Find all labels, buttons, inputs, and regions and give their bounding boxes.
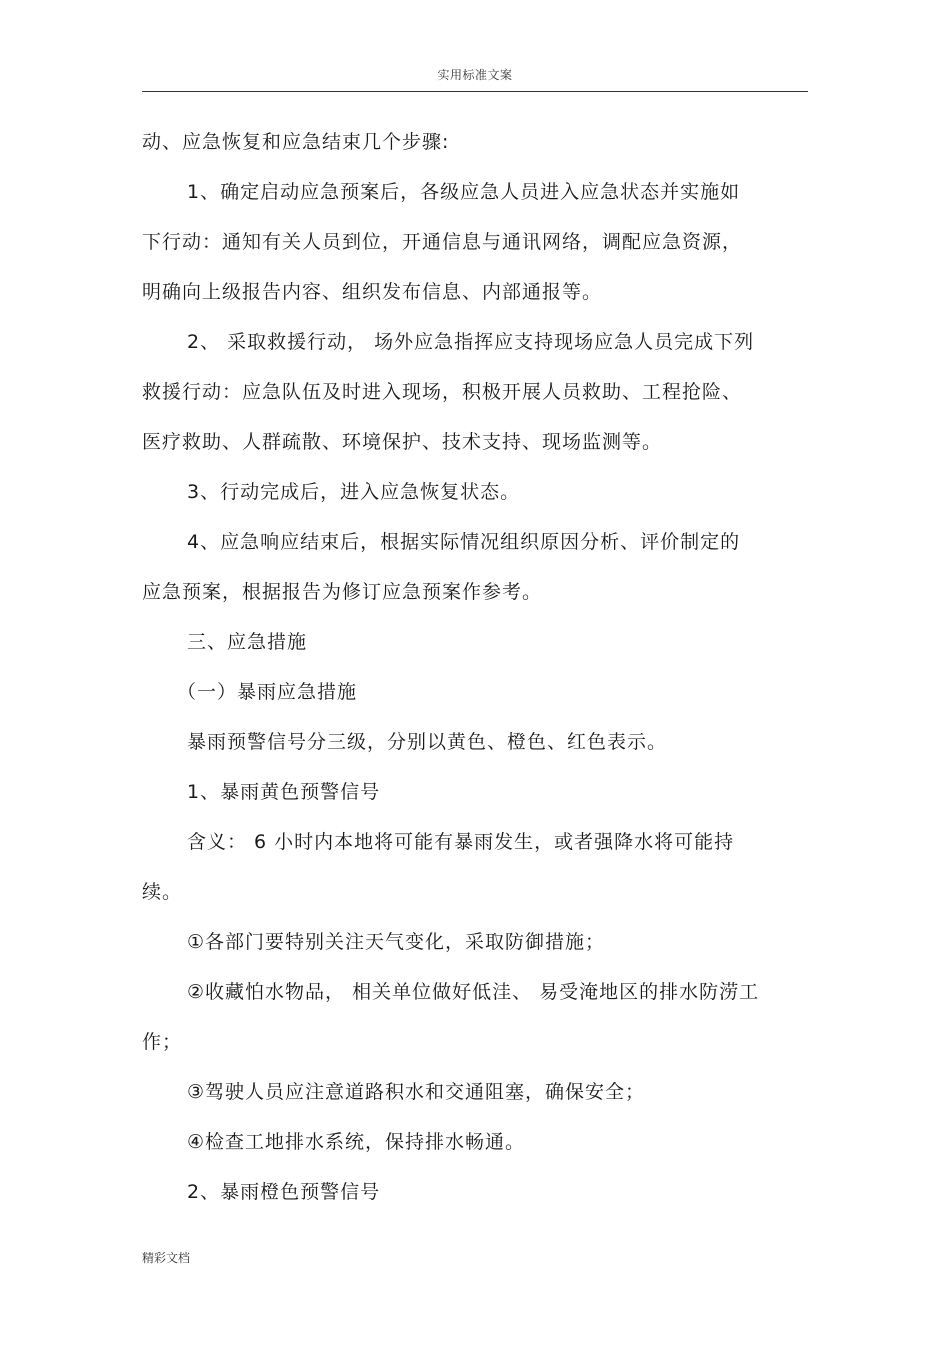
page-footer: 精彩文档 bbox=[142, 1251, 191, 1265]
list-item: ③驾驶人员应注意道路积水和交通阻塞，确保安全； bbox=[187, 1081, 646, 1103]
text-line: 救援行动：应急队伍及时进入现场，积极开展人员救助、工程抢险、 bbox=[142, 381, 743, 403]
text-line: 4、应急响应结束后，根据实际情况组织原因分析、评价制定的 bbox=[187, 531, 741, 553]
document-body bbox=[142, 128, 808, 1228]
text-line: 2、 采取救援行动， 场外应急指挥应支持现场应急人员完成下列 bbox=[187, 331, 755, 353]
item-heading: 2、暴雨橙色预警信号 bbox=[187, 1181, 381, 1203]
text-line: 应急预案，根据报告为修订应急预案作参考。 bbox=[142, 581, 543, 603]
subsection-heading: （一）暴雨应急措施 bbox=[177, 681, 358, 703]
text-line: 1、确定启动应急预案后，各级应急人员进入应急状态并实施如 bbox=[187, 181, 741, 203]
text-line: 明确向上级报告内容、组织发布信息、内部通报等。 bbox=[142, 281, 603, 303]
text-line: 暴雨预警信号分三级，分别以黄色、橙色、红色表示。 bbox=[187, 731, 668, 753]
page-header: 实用标准文案 bbox=[437, 68, 513, 82]
text-line: 下行动：通知有关人员到位，开通信息与通讯网络，调配应急资源， bbox=[142, 231, 743, 253]
section-heading: 三、应急措施 bbox=[187, 631, 308, 653]
header-divider bbox=[142, 91, 808, 92]
text-line: 含义： 6 小时内本地将可能有暴雨发生，或者强降水将可能持 bbox=[187, 831, 735, 853]
text-line: 续。 bbox=[142, 881, 183, 903]
text-line: 3、行动完成后，进入应急恢复状态。 bbox=[187, 481, 521, 503]
list-item: ②收藏怕水物品， 相关单位做好低洼、 易受淹地区的排水防涝工 bbox=[187, 981, 760, 1003]
text-line: 作； bbox=[142, 1031, 183, 1053]
text-line: 医疗救助、人群疏散、环境保护、技术支持、现场监测等。 bbox=[142, 431, 663, 453]
text-line: 动、应急恢复和应急结束几个步骤: bbox=[142, 131, 450, 153]
item-heading: 1、暴雨黄色预警信号 bbox=[187, 781, 381, 803]
list-item: ①各部门要特别关注天气变化，采取防御措施； bbox=[187, 931, 606, 953]
list-item: ④检查工地排水系统，保持排水畅通。 bbox=[187, 1131, 526, 1153]
